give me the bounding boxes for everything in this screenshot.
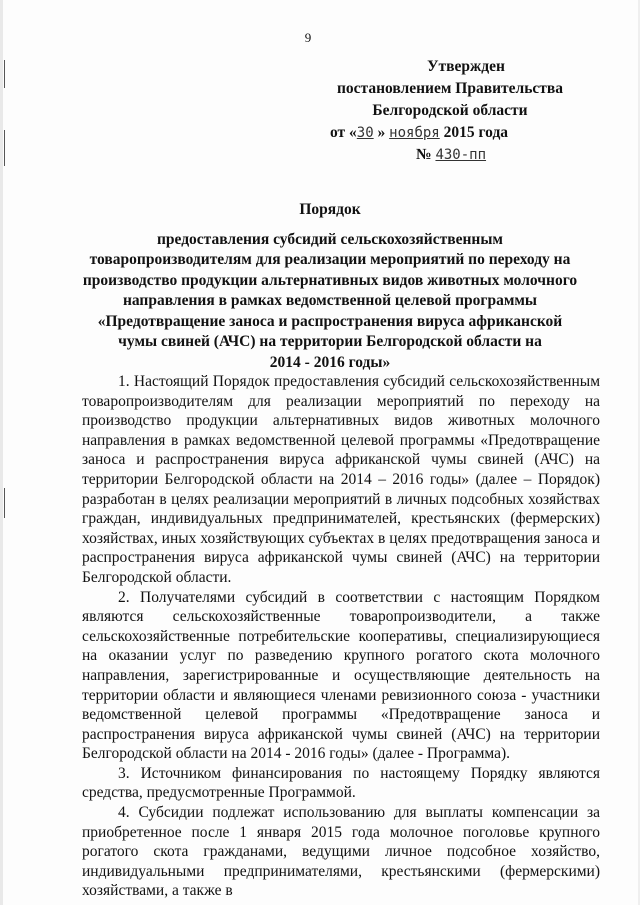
title-line: 2014 - 2016 годы» <box>269 353 391 371</box>
date-year: 2015 года <box>443 124 509 141</box>
paragraph-3: 3. Источником финансирования по настоящему Порядку являются средства, предусмотренные Программой. <box>82 764 600 802</box>
approval-block <box>330 56 570 166</box>
approval-line: постановлением Правительства <box>336 80 564 97</box>
title-line: направления в рамках ведомственной целевой программы <box>122 292 538 309</box>
title-line: производство продукции альтернативных видов животных молочного <box>82 271 578 289</box>
approval-number <box>330 144 570 166</box>
scan-mark <box>4 60 5 88</box>
document-body <box>82 372 600 901</box>
paragraph-1: 1. Настоящий Порядок предоставления субсидий сельскохозяйственным товаропроизводителям для реализации мероприятий по переходу на производство продукции альтернативных видов животных молочного направления в рамках ведомственной целевой программы «Предотвращение заноса и распространения вируса африканской чумы свиней (АЧС) на территории Белгородской области на 2014 – 2016 годы» (далее – Порядок) разработан в целях реализации мероприятий в личных подсобных хозяйствах граждан, индивидуальных предпринимателей, крестьянских (фермерских) хозяйствах, иных хозяйствующих субъектах в целях предотвращения заноса и распространения вируса африканской чумы свиней (АЧС) на территории Белгородской области. <box>82 373 600 586</box>
date-prefix: от « <box>330 124 357 141</box>
handwritten-number: 430-пп <box>435 147 487 163</box>
paragraph-4: 4. Субсидии подлежат использованию для выплаты компенсации за приобретенное после 1 января 2015 года молочное поголовье крупного рогатого скота гражданами, ведущими личное подсобное хозяйство, индивидуальными предпринимателями, крестьянскими (фермерскими) хозяйствами, а также в <box>82 804 600 900</box>
scan-mark <box>4 130 5 166</box>
handwritten-month: ноября <box>389 125 440 141</box>
page-number: 9 <box>304 30 312 45</box>
approval-line: Белгородской области <box>372 102 528 119</box>
title-line: Порядок <box>299 201 361 218</box>
approval-line: Утвержден <box>427 58 505 75</box>
document-title <box>80 200 580 373</box>
title-line: предоставления субсидий сельскохозяйственным <box>156 230 503 248</box>
approval-date <box>330 122 570 144</box>
handwritten-day: 30 <box>356 125 374 141</box>
number-prefix: № <box>416 146 432 163</box>
title-line: «Предотвращение заноса и распространения вируса африканской <box>97 312 563 330</box>
scan-mark <box>4 488 5 518</box>
date-separator: » <box>377 124 386 141</box>
title-line: товаропроизводителям для реализации мероприятий по переходу на <box>89 251 571 268</box>
paragraph-2: 2. Получателями субсидий в соответствии с настоящим Порядком являются сельскохозяйственные товаропроизводители, а также сельскохозяйственные потребительские кооперативы, специализирующиеся на оказании услуг по разведению крупного рогатого скота молочного направления, зарегистрированные и осуществляющие деятельность на территории области и являющиеся членами ревизионного союза - участники ведомственной целевой программы «Предотвращение заноса и распространения вируса африканской чумы свиней (АЧС) на территории Белгородской области на 2014 - 2016 годы» (далее - Программа). <box>82 588 600 763</box>
scan-edge-left <box>0 0 3 905</box>
title-line: чумы свиней (АЧС) на территории Белгородской области на <box>118 333 542 350</box>
